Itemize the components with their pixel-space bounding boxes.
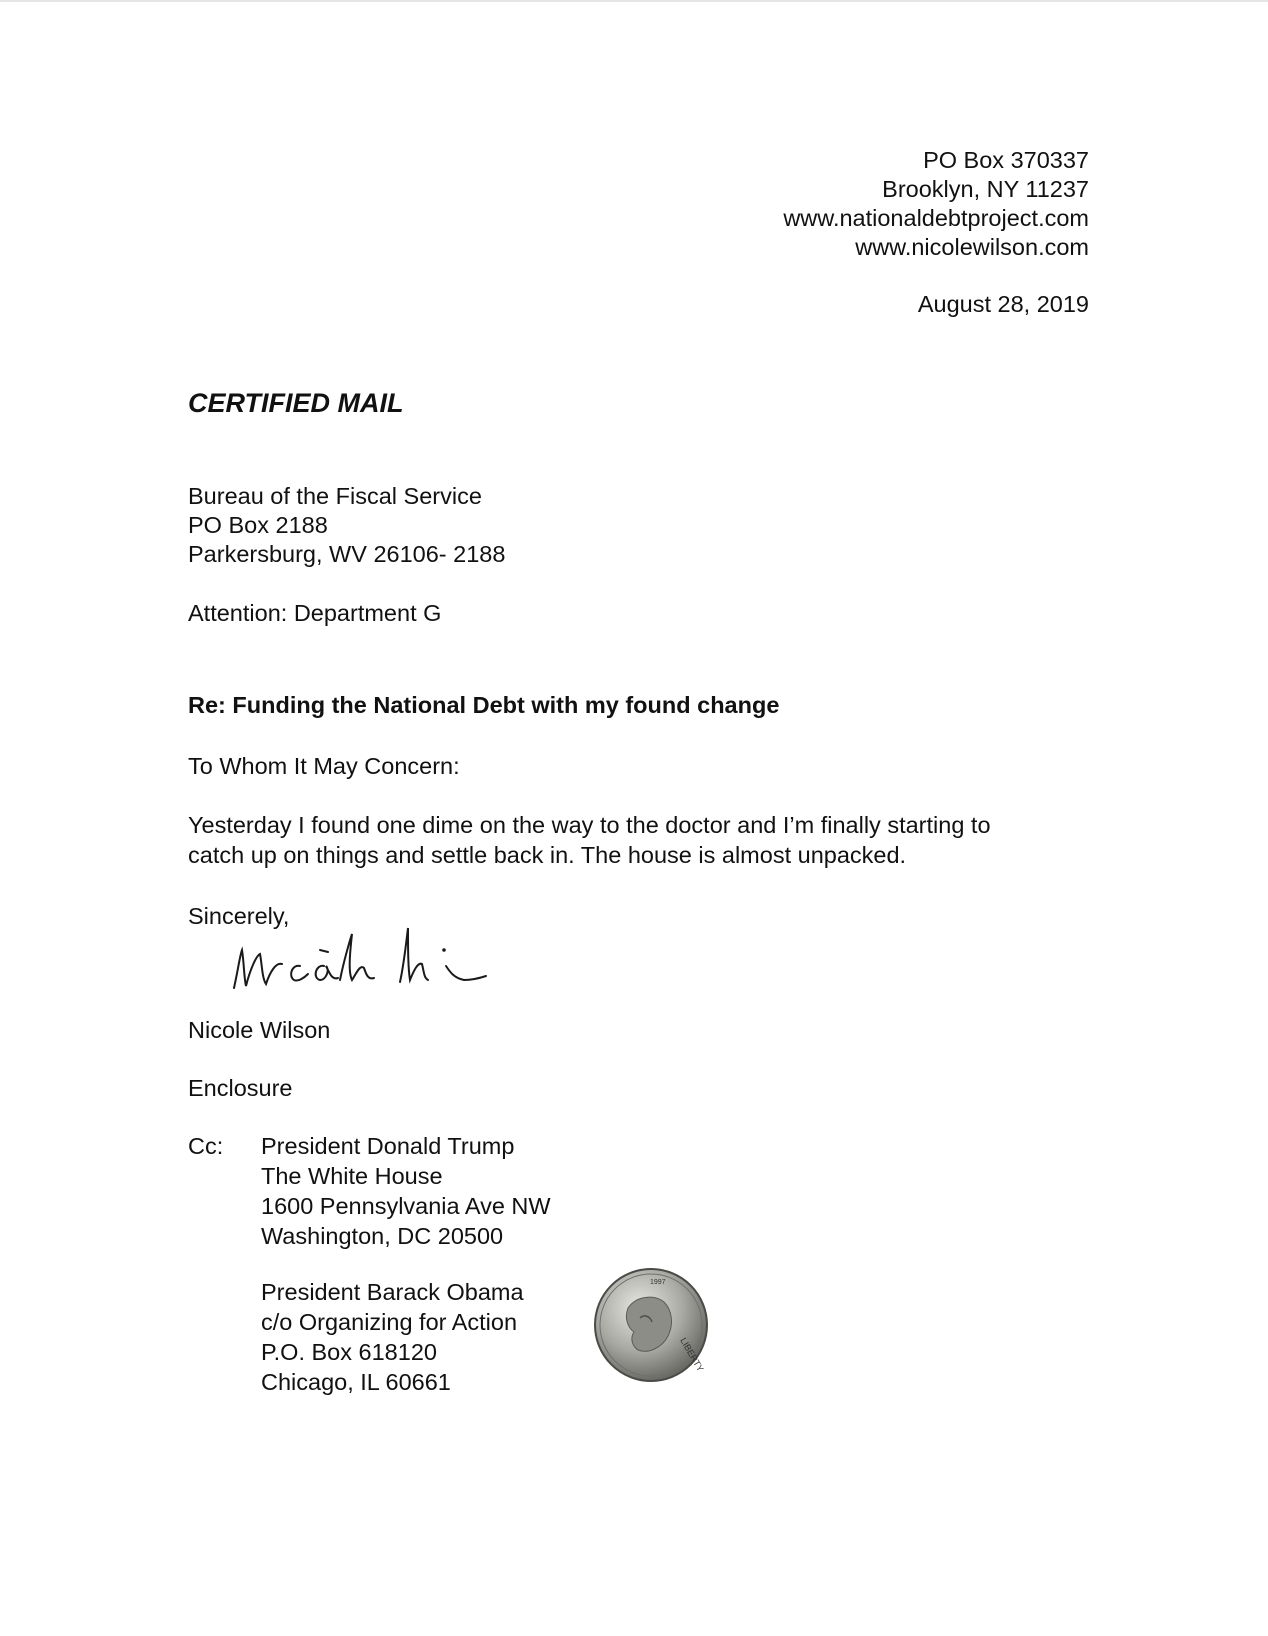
attention-line: Attention: Department G [188,600,442,626]
cc-recipient-2-line-4: Chicago, IL 60661 [261,1369,451,1395]
letter-date: August 28, 2019 [917,291,1089,317]
sender-city: Brooklyn, NY 11237 [882,176,1089,202]
dime-coin-image [592,1266,710,1384]
signer-name: Nicole Wilson [188,1017,331,1043]
sender-website-2: www.nicolewilson.com [855,234,1089,260]
cc-recipient-1-line-4: Washington, DC 20500 [261,1223,504,1249]
recipient-po-box: PO Box 2188 [188,512,328,538]
cc-recipient-2-line-3: P.O. Box 618120 [261,1339,437,1365]
cc-recipient-2-line-2: c/o Organizing for Action [261,1309,518,1335]
dime-liberty-text: LIBERTY [678,1336,706,1374]
cc-recipient-1-line-3: 1600 Pennsylvania Ave NW [261,1193,551,1219]
enclosure-label: Enclosure [188,1075,293,1101]
scan-edge [0,0,1268,2]
handwritten-signature [228,920,498,1000]
cc-recipient-2 [261,1277,524,1397]
body-line-2: catch up on things and settle back in. The house is almost unpacked. [188,842,907,868]
cc-recipient-1 [261,1131,551,1251]
cc-label: Cc: [188,1133,224,1159]
recipient-city: Parkersburg, WV 26106- 2188 [188,541,506,567]
cc-recipient-1-line-2: The White House [261,1163,443,1189]
recipient-name: Bureau of the Fiscal Service [188,483,482,509]
sender-website-1: www.nationaldebtproject.com [783,205,1089,231]
cc-recipient-2-line-1: President Barack Obama [261,1279,524,1305]
cc-recipient-1-line-1: President Donald Trump [261,1133,515,1159]
certified-mail-heading: CERTIFIED MAIL [188,388,404,418]
sender-po-box: PO Box 370337 [923,147,1089,173]
salutation: To Whom It May Concern: [188,753,460,779]
closing: Sincerely, [188,903,290,929]
subject-line: Re: Funding the National Debt with my found change [188,692,780,718]
body-line-1: Yesterday I found one dime on the way to the doctor and I’m finally starting to [188,812,991,838]
dime-year-text: 1997 [650,1279,666,1286]
